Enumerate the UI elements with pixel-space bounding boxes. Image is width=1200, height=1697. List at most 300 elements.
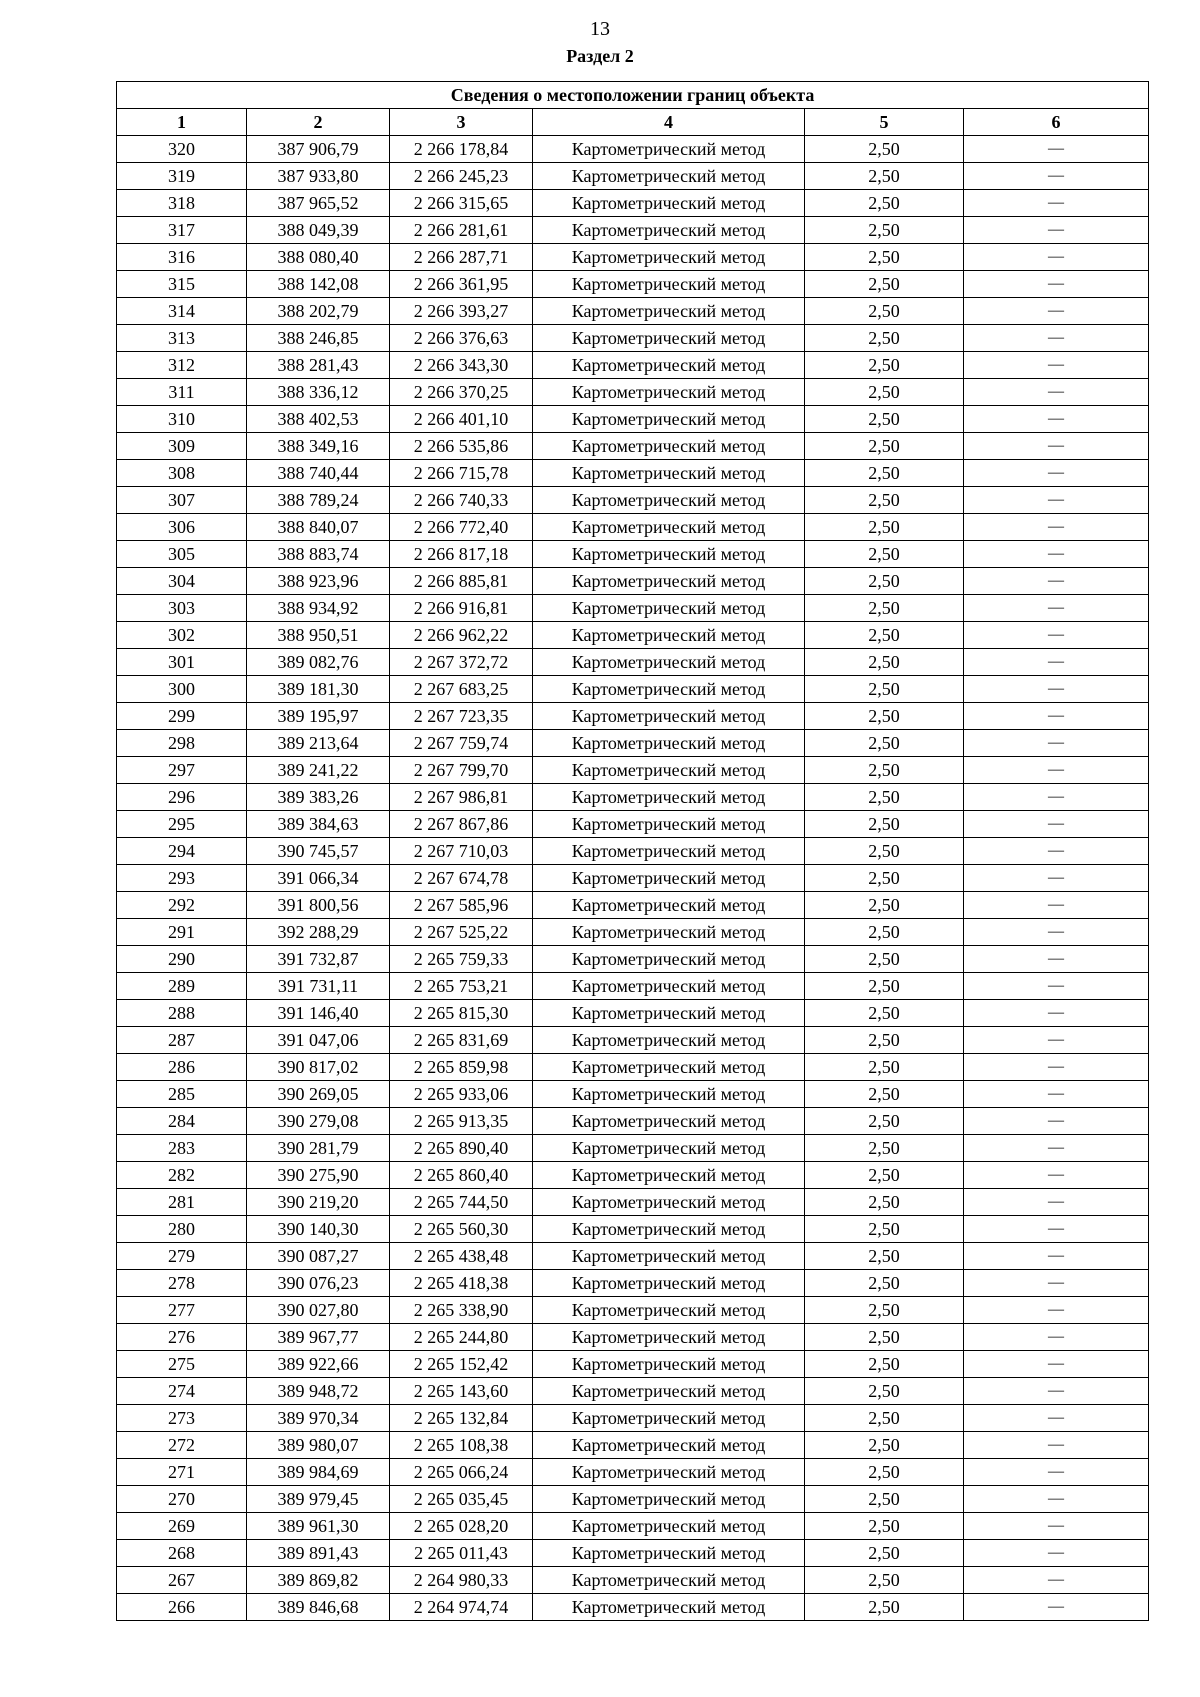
table-cell: 2,50 xyxy=(805,1405,964,1432)
table-cell: 2 265 753,21 xyxy=(390,973,533,1000)
table-row xyxy=(117,865,1149,892)
table-cell: Картометрический метод xyxy=(533,541,805,568)
table-cell: 2,50 xyxy=(805,1432,964,1459)
table-cell: 294 xyxy=(117,838,247,865)
table-cell: 2 266 393,27 xyxy=(390,298,533,325)
table-cell: 2 265 438,48 xyxy=(390,1243,533,1270)
table-row xyxy=(117,460,1149,487)
table-cell: 389 979,45 xyxy=(247,1486,390,1513)
table-cell: 2,50 xyxy=(805,406,964,433)
table-cell: 311 xyxy=(117,379,247,406)
table-cell: Картометрический метод xyxy=(533,1432,805,1459)
table-cell: 2 265 418,38 xyxy=(390,1270,533,1297)
table-cell: Картометрический метод xyxy=(533,622,805,649)
table-cell: 2 265 108,38 xyxy=(390,1432,533,1459)
table-cell: Картометрический метод xyxy=(533,1081,805,1108)
table-cell: Картометрический метод xyxy=(533,352,805,379)
table-cell: 305 xyxy=(117,541,247,568)
table-cell: 316 xyxy=(117,244,247,271)
table-cell: — xyxy=(964,433,1149,460)
table-row xyxy=(117,298,1149,325)
table-cell: Картометрический метод xyxy=(533,1216,805,1243)
table-row xyxy=(117,217,1149,244)
table-row xyxy=(117,1297,1149,1324)
table-cell: 291 xyxy=(117,919,247,946)
table-cell: 2,50 xyxy=(805,703,964,730)
table-cell: Картометрический метод xyxy=(533,1351,805,1378)
table-cell: 390 275,90 xyxy=(247,1162,390,1189)
table-cell: Картометрический метод xyxy=(533,1594,805,1621)
table-cell: 301 xyxy=(117,649,247,676)
table-cell: 391 732,87 xyxy=(247,946,390,973)
table-cell: 390 076,23 xyxy=(247,1270,390,1297)
table-cell: 266 xyxy=(117,1594,247,1621)
table-cell: — xyxy=(964,622,1149,649)
table-row xyxy=(117,1081,1149,1108)
table-cell: Картометрический метод xyxy=(533,1054,805,1081)
table-cell: 387 906,79 xyxy=(247,136,390,163)
table-cell: 387 965,52 xyxy=(247,190,390,217)
table-cell: Картометрический метод xyxy=(533,460,805,487)
table-row xyxy=(117,325,1149,352)
table-cell: 389 846,68 xyxy=(247,1594,390,1621)
table-cell: 2 267 867,86 xyxy=(390,811,533,838)
table-cell: 302 xyxy=(117,622,247,649)
table-cell: 281 xyxy=(117,1189,247,1216)
table-cell: Картометрический метод xyxy=(533,838,805,865)
table-row xyxy=(117,757,1149,784)
table-cell: 303 xyxy=(117,595,247,622)
table-cell: — xyxy=(964,1162,1149,1189)
table-cell: 308 xyxy=(117,460,247,487)
table-cell: — xyxy=(964,487,1149,514)
table-cell: 2 265 913,35 xyxy=(390,1108,533,1135)
table-cell: — xyxy=(964,811,1149,838)
table-cell: Картометрический метод xyxy=(533,1108,805,1135)
table-cell: 2 265 066,24 xyxy=(390,1459,533,1486)
table-cell: Картометрический метод xyxy=(533,1000,805,1027)
table-row xyxy=(117,1486,1149,1513)
table-cell: 2 267 585,96 xyxy=(390,892,533,919)
table-cell: 2,50 xyxy=(805,163,964,190)
table-cell: — xyxy=(964,1270,1149,1297)
table-cell: Картометрический метод xyxy=(533,244,805,271)
column-header: 5 xyxy=(805,109,964,136)
table-cell: — xyxy=(964,1459,1149,1486)
table-cell: 286 xyxy=(117,1054,247,1081)
table-cell: — xyxy=(964,1108,1149,1135)
table-cell: 296 xyxy=(117,784,247,811)
table-cell: — xyxy=(964,352,1149,379)
table-cell: — xyxy=(964,595,1149,622)
table-caption: Сведения о местоположении границ объекта xyxy=(117,82,1149,109)
table-cell: 388 336,12 xyxy=(247,379,390,406)
table-row xyxy=(117,1000,1149,1027)
table-cell: 2 265 933,06 xyxy=(390,1081,533,1108)
table-cell: 389 241,22 xyxy=(247,757,390,784)
table-cell: 390 745,57 xyxy=(247,838,390,865)
table-cell: 295 xyxy=(117,811,247,838)
table-cell: 2 266 962,22 xyxy=(390,622,533,649)
table-cell: 2 265 035,45 xyxy=(390,1486,533,1513)
table-cell: 389 195,97 xyxy=(247,703,390,730)
table-cell: 2 267 710,03 xyxy=(390,838,533,865)
table-cell: Картометрический метод xyxy=(533,973,805,1000)
table-cell: — xyxy=(964,676,1149,703)
table-row xyxy=(117,568,1149,595)
table-cell: Картометрический метод xyxy=(533,298,805,325)
table-cell: 2,50 xyxy=(805,1594,964,1621)
table-cell: 390 279,08 xyxy=(247,1108,390,1135)
table-cell: — xyxy=(964,1351,1149,1378)
table-cell: 391 731,11 xyxy=(247,973,390,1000)
table-cell: 2 266 245,23 xyxy=(390,163,533,190)
table-cell: Картометрический метод xyxy=(533,433,805,460)
table-cell: Картометрический метод xyxy=(533,1135,805,1162)
table-cell: 275 xyxy=(117,1351,247,1378)
table-cell: 391 047,06 xyxy=(247,1027,390,1054)
table-cell: Картометрический метод xyxy=(533,1297,805,1324)
table-cell: 276 xyxy=(117,1324,247,1351)
table-cell: 2 265 028,20 xyxy=(390,1513,533,1540)
table-row xyxy=(117,1135,1149,1162)
table-cell: 2 265 152,42 xyxy=(390,1351,533,1378)
table-cell: Картометрический метод xyxy=(533,514,805,541)
table-cell: — xyxy=(964,1297,1149,1324)
table-cell: 2,50 xyxy=(805,514,964,541)
table-cell: 2,50 xyxy=(805,1135,964,1162)
table-cell: 2 266 740,33 xyxy=(390,487,533,514)
table-cell: — xyxy=(964,406,1149,433)
table-cell: 2,50 xyxy=(805,946,964,973)
table-cell: 2,50 xyxy=(805,271,964,298)
table-row xyxy=(117,136,1149,163)
table-cell: 285 xyxy=(117,1081,247,1108)
table-cell: 2,50 xyxy=(805,1216,964,1243)
table-cell: 2,50 xyxy=(805,1540,964,1567)
table-row xyxy=(117,1540,1149,1567)
table-cell: 390 027,80 xyxy=(247,1297,390,1324)
table-cell: 313 xyxy=(117,325,247,352)
table-cell: 2 265 744,50 xyxy=(390,1189,533,1216)
table-cell: — xyxy=(964,892,1149,919)
table-cell: Картометрический метод xyxy=(533,703,805,730)
table-cell: — xyxy=(964,217,1149,244)
table-cell: 389 980,07 xyxy=(247,1432,390,1459)
table-cell: 2 265 831,69 xyxy=(390,1027,533,1054)
table-row xyxy=(117,1027,1149,1054)
table-cell: Картометрический метод xyxy=(533,1405,805,1432)
table-cell: 318 xyxy=(117,190,247,217)
table-row xyxy=(117,946,1149,973)
table-cell: 2,50 xyxy=(805,1162,964,1189)
table-cell: 2 265 338,90 xyxy=(390,1297,533,1324)
table-row xyxy=(117,271,1149,298)
table-cell: 2 265 815,30 xyxy=(390,1000,533,1027)
table-cell: 271 xyxy=(117,1459,247,1486)
table-cell: 391 800,56 xyxy=(247,892,390,919)
table-cell: 389 967,77 xyxy=(247,1324,390,1351)
table-row xyxy=(117,541,1149,568)
table-row xyxy=(117,1459,1149,1486)
table-cell: Картометрический метод xyxy=(533,271,805,298)
table-cell: 389 869,82 xyxy=(247,1567,390,1594)
table-cell: 279 xyxy=(117,1243,247,1270)
table-cell: 389 891,43 xyxy=(247,1540,390,1567)
table-cell: — xyxy=(964,460,1149,487)
table-row xyxy=(117,352,1149,379)
table-cell: 2,50 xyxy=(805,1243,964,1270)
table-cell: 2 266 535,86 xyxy=(390,433,533,460)
table-cell: — xyxy=(964,784,1149,811)
table-row xyxy=(117,838,1149,865)
table-cell: 389 961,30 xyxy=(247,1513,390,1540)
table-cell: Картометрический метод xyxy=(533,1486,805,1513)
table-cell: — xyxy=(964,1432,1149,1459)
table-cell: 2,50 xyxy=(805,595,964,622)
table-cell: — xyxy=(964,163,1149,190)
table-cell: 315 xyxy=(117,271,247,298)
table-cell: Картометрический метод xyxy=(533,487,805,514)
column-header: 2 xyxy=(247,109,390,136)
table-row xyxy=(117,1351,1149,1378)
table-cell: 280 xyxy=(117,1216,247,1243)
table-row xyxy=(117,1405,1149,1432)
table-cell: 293 xyxy=(117,865,247,892)
table-cell: 2 264 974,74 xyxy=(390,1594,533,1621)
table-cell: 2,50 xyxy=(805,1081,964,1108)
table-cell: — xyxy=(964,1216,1149,1243)
table-cell: Картометрический метод xyxy=(533,1027,805,1054)
table-cell: Картометрический метод xyxy=(533,190,805,217)
table-cell: 2,50 xyxy=(805,676,964,703)
table-cell: 388 142,08 xyxy=(247,271,390,298)
table-cell: 2,50 xyxy=(805,190,964,217)
table-cell: 314 xyxy=(117,298,247,325)
table-cell: Картометрический метод xyxy=(533,757,805,784)
page-number: 13 xyxy=(590,18,610,40)
table-cell: 277 xyxy=(117,1297,247,1324)
table-cell: 2,50 xyxy=(805,811,964,838)
table-cell: — xyxy=(964,838,1149,865)
table-row xyxy=(117,1108,1149,1135)
column-header: 3 xyxy=(390,109,533,136)
table-cell: 2,50 xyxy=(805,757,964,784)
table-cell: 388 080,40 xyxy=(247,244,390,271)
table-cell: — xyxy=(964,1243,1149,1270)
table-row xyxy=(117,730,1149,757)
table-row xyxy=(117,244,1149,271)
table-cell: 312 xyxy=(117,352,247,379)
table-cell: 268 xyxy=(117,1540,247,1567)
table-row xyxy=(117,973,1149,1000)
table-cell: — xyxy=(964,703,1149,730)
table-cell: 269 xyxy=(117,1513,247,1540)
table-cell: — xyxy=(964,1189,1149,1216)
table-cell: 2,50 xyxy=(805,217,964,244)
table-cell: 288 xyxy=(117,1000,247,1027)
table-cell: 2 266 370,25 xyxy=(390,379,533,406)
table-cell: 389 181,30 xyxy=(247,676,390,703)
table-cell: 297 xyxy=(117,757,247,784)
table-cell: Картометрический метод xyxy=(533,676,805,703)
table-cell: Картометрический метод xyxy=(533,379,805,406)
table-cell: 388 883,74 xyxy=(247,541,390,568)
table-cell: Картометрический метод xyxy=(533,919,805,946)
table-cell: 2,50 xyxy=(805,1459,964,1486)
table-cell: — xyxy=(964,649,1149,676)
table-cell: — xyxy=(964,541,1149,568)
table-cell: 2,50 xyxy=(805,352,964,379)
table-cell: 389 922,66 xyxy=(247,1351,390,1378)
table-cell: 2,50 xyxy=(805,622,964,649)
table-cell: 2,50 xyxy=(805,892,964,919)
table-cell: 2 267 372,72 xyxy=(390,649,533,676)
table-cell: — xyxy=(964,298,1149,325)
table-row xyxy=(117,190,1149,217)
table-cell: 390 140,30 xyxy=(247,1216,390,1243)
table-cell: 282 xyxy=(117,1162,247,1189)
table-cell: 388 934,92 xyxy=(247,595,390,622)
table-cell: 2,50 xyxy=(805,649,964,676)
table-cell: Картометрический метод xyxy=(533,1243,805,1270)
table-cell: Картометрический метод xyxy=(533,730,805,757)
table-row xyxy=(117,676,1149,703)
table-cell: 388 740,44 xyxy=(247,460,390,487)
table-cell: — xyxy=(964,919,1149,946)
table-cell: 2,50 xyxy=(805,487,964,514)
table-cell: — xyxy=(964,865,1149,892)
table-cell: Картометрический метод xyxy=(533,811,805,838)
table-cell: — xyxy=(964,1135,1149,1162)
table-cell: 2,50 xyxy=(805,136,964,163)
table-cell: 2,50 xyxy=(805,1513,964,1540)
table-cell: 2 265 143,60 xyxy=(390,1378,533,1405)
table-cell: 389 082,76 xyxy=(247,649,390,676)
table-cell: 2 265 132,84 xyxy=(390,1405,533,1432)
table-cell: — xyxy=(964,973,1149,1000)
table-cell: 2 266 287,71 xyxy=(390,244,533,271)
table-cell: 283 xyxy=(117,1135,247,1162)
table-cell: Картометрический метод xyxy=(533,1567,805,1594)
table-cell: 390 269,05 xyxy=(247,1081,390,1108)
table-cell: — xyxy=(964,271,1149,298)
table-cell: 310 xyxy=(117,406,247,433)
table-cell: 270 xyxy=(117,1486,247,1513)
table-cell: Картометрический метод xyxy=(533,784,805,811)
table-cell: 2 265 560,30 xyxy=(390,1216,533,1243)
table-cell: 388 246,85 xyxy=(247,325,390,352)
table-cell: — xyxy=(964,1594,1149,1621)
table-cell: 2 266 772,40 xyxy=(390,514,533,541)
table-row xyxy=(117,1567,1149,1594)
table-cell: 2 265 244,80 xyxy=(390,1324,533,1351)
boundary-coordinates-table xyxy=(116,81,1149,1621)
table-cell: 306 xyxy=(117,514,247,541)
table-body xyxy=(117,136,1149,1621)
table-row xyxy=(117,892,1149,919)
table-cell: — xyxy=(964,325,1149,352)
table-cell: 2,50 xyxy=(805,379,964,406)
table-cell: 388 923,96 xyxy=(247,568,390,595)
table-cell: 300 xyxy=(117,676,247,703)
table-cell: 2,50 xyxy=(805,1486,964,1513)
table-row xyxy=(117,595,1149,622)
table-cell: — xyxy=(964,1054,1149,1081)
table-cell: — xyxy=(964,1027,1149,1054)
table-cell: 2 265 011,43 xyxy=(390,1540,533,1567)
table-cell: 2,50 xyxy=(805,973,964,1000)
column-header: 1 xyxy=(117,109,247,136)
table-cell: — xyxy=(964,244,1149,271)
table-cell: 2,50 xyxy=(805,730,964,757)
table-cell: 2 266 315,65 xyxy=(390,190,533,217)
table-cell: 388 202,79 xyxy=(247,298,390,325)
table-cell: 2,50 xyxy=(805,1270,964,1297)
table-cell: 2,50 xyxy=(805,784,964,811)
table-cell: — xyxy=(964,1378,1149,1405)
table-cell: 2 266 361,95 xyxy=(390,271,533,298)
table-cell: 389 384,63 xyxy=(247,811,390,838)
table-cell: 2,50 xyxy=(805,919,964,946)
table-cell: Картометрический метод xyxy=(533,1378,805,1405)
table-cell: — xyxy=(964,757,1149,784)
table-cell: 2 266 376,63 xyxy=(390,325,533,352)
table-cell: Картометрический метод xyxy=(533,406,805,433)
table-cell: — xyxy=(964,1405,1149,1432)
table-cell: 391 066,34 xyxy=(247,865,390,892)
table-row xyxy=(117,703,1149,730)
table-cell: 320 xyxy=(117,136,247,163)
table-cell: 2,50 xyxy=(805,298,964,325)
table-cell: — xyxy=(964,1081,1149,1108)
table-cell: Картометрический метод xyxy=(533,1189,805,1216)
table-cell: 319 xyxy=(117,163,247,190)
table-cell: 284 xyxy=(117,1108,247,1135)
table-cell: — xyxy=(964,514,1149,541)
table-row xyxy=(117,1378,1149,1405)
table-cell: 309 xyxy=(117,433,247,460)
table-cell: — xyxy=(964,1567,1149,1594)
table-cell: 2 265 890,40 xyxy=(390,1135,533,1162)
table-cell: — xyxy=(964,1486,1149,1513)
table-cell: 2,50 xyxy=(805,460,964,487)
table-cell: 307 xyxy=(117,487,247,514)
table-cell: 2,50 xyxy=(805,1567,964,1594)
table-cell: 2,50 xyxy=(805,1189,964,1216)
table-cell: 2 266 281,61 xyxy=(390,217,533,244)
table-cell: 304 xyxy=(117,568,247,595)
table-row xyxy=(117,1513,1149,1540)
table-cell: 388 950,51 xyxy=(247,622,390,649)
table-cell: 290 xyxy=(117,946,247,973)
table-cell: 292 xyxy=(117,892,247,919)
table-cell: 390 817,02 xyxy=(247,1054,390,1081)
table-cell: 2,50 xyxy=(805,1351,964,1378)
table-cell: 389 984,69 xyxy=(247,1459,390,1486)
table-row xyxy=(117,1594,1149,1621)
table-cell: 2,50 xyxy=(805,244,964,271)
table-row xyxy=(117,487,1149,514)
column-number-row xyxy=(117,109,1149,136)
table-cell: 2 267 683,25 xyxy=(390,676,533,703)
table-cell: 388 049,39 xyxy=(247,217,390,244)
table-cell: 388 789,24 xyxy=(247,487,390,514)
table-cell: 2 266 885,81 xyxy=(390,568,533,595)
table-cell: Картометрический метод xyxy=(533,136,805,163)
table-cell: — xyxy=(964,1540,1149,1567)
table-cell: 287 xyxy=(117,1027,247,1054)
